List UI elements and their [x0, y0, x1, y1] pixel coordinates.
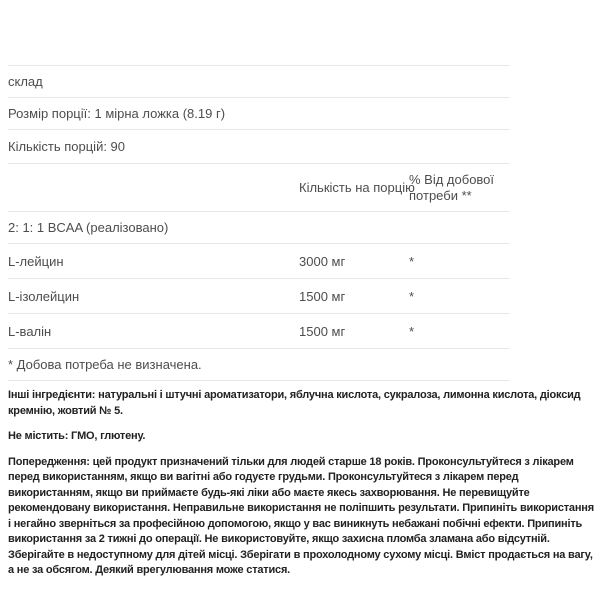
section-title: склад	[8, 74, 43, 89]
nutrient-amount: 1500 мг	[299, 323, 346, 339]
does-not-contain-paragraph: Не містить: ГМО, глютену.	[8, 430, 146, 442]
supplement-facts-table	[8, 65, 510, 381]
table-header-row	[8, 164, 510, 212]
warnings-paragraph: Попередження: цей продукт призначений тільки для людей старше 18 років. Проконсультуйтеся з лікарем перед використанням, якщо ви вагітні або годуєте грудьми. Проконсультуйтеся з лікарем перед використанням, якщо ви приймаєте будь-які ліки або маєте якесь захворювання. Не перевищуйте рекомендовану використання. Неправильне використання не поліпшить результати. Припиніть використання і негайно зверніться за професійною допомогою, якщо у вас виникнуть небажані побічні ефекти. Припиніть використання за 2 тижні до операції. Не використовуйте, якщо захисна пломба зламана або відсутній. Зберігайте в недоступному для дітей місці. Зберігати в прохолодному сухому місці. Вміст продається на вагу, а не за обсягом. Деякий врегулювання може статися.	[8, 455, 594, 576]
other-ingredients-paragraph: Інші інгредієнти: натуральні і штучні ароматизатори, яблучна кислота, сукралоза, лимонна кислота, діоксид кремнію, жовтий № 5.	[8, 389, 581, 417]
product-details-text	[8, 388, 596, 589]
nutrient-name: L-валін	[8, 323, 52, 339]
nutrient-name: L-лейцин	[8, 253, 64, 269]
serving-size-row	[8, 98, 510, 130]
nutrient-amount: 3000 мг	[299, 253, 346, 269]
nutrient-amount: 1500 мг	[299, 288, 346, 304]
section-title-row	[8, 66, 510, 98]
footnote-row	[8, 349, 510, 381]
servings-count-text: Кількість порцій: 90	[8, 139, 126, 154]
nutrient-daily-value: *	[409, 288, 415, 304]
nutrient-daily-value: *	[409, 253, 415, 269]
daily-value-header-line1: % Від добової	[409, 171, 495, 187]
table-row	[8, 314, 510, 349]
group-row-label: 2: 1: 1 BCAA (реалізовано)	[8, 220, 169, 235]
amount-column-header: Кількість на порцію	[299, 180, 415, 195]
group-row	[8, 212, 510, 244]
daily-value-header-line2: потреби **	[409, 187, 472, 203]
servings-count-row	[8, 130, 510, 164]
table-row	[8, 244, 510, 279]
nutrient-daily-value: *	[409, 323, 415, 339]
footnote-text: * Добова потреба не визначена.	[8, 357, 202, 372]
nutrient-name: L-ізолейцин	[8, 288, 80, 304]
table-row	[8, 279, 510, 314]
daily-value-column-header	[409, 172, 510, 204]
serving-size-text: Розмір порції: 1 мірна ложка (8.19 г)	[8, 106, 226, 121]
